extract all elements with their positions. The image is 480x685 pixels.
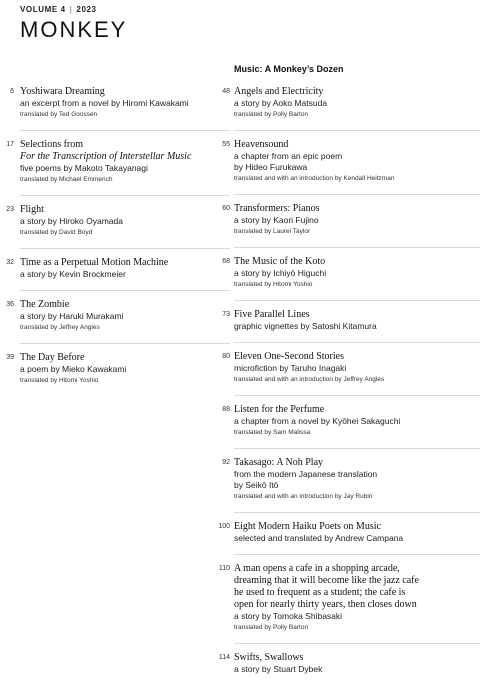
divider bbox=[234, 643, 480, 644]
page-number: 80 bbox=[222, 353, 230, 360]
volume-separator: | bbox=[69, 5, 73, 14]
toc-entry[interactable] bbox=[222, 309, 480, 332]
entry-byline: graphic vignettes by Satoshi Kitamura bbox=[234, 321, 377, 331]
entry-byline: a chapter from an epic poem by Hideo Furukawa bbox=[234, 151, 343, 172]
entry-byline: a poem by Mieko Kawakami bbox=[20, 364, 127, 374]
entry-translator: translated by Polly Barton bbox=[234, 624, 309, 631]
page-number: 23 bbox=[6, 206, 14, 213]
toc-entry[interactable] bbox=[222, 404, 480, 438]
entry-translator: translated by Laurel Taylor bbox=[234, 228, 311, 235]
divider bbox=[234, 300, 480, 301]
magazine-title: MONKEY bbox=[20, 17, 128, 42]
entry-translator: translated and with an introduction by Jeffrey Angles bbox=[234, 376, 385, 383]
entry-byline: from the modern Japanese translation by Seikō Itō bbox=[234, 469, 378, 490]
page-number: 55 bbox=[222, 141, 230, 148]
entry-title: Eleven One-Second Stories bbox=[234, 351, 344, 362]
entry-title: Eight Modern Haiku Poets on Music bbox=[234, 521, 381, 532]
toc-entry[interactable] bbox=[218, 652, 480, 675]
divider bbox=[234, 247, 480, 248]
page-number: 48 bbox=[222, 88, 230, 95]
toc-entry[interactable] bbox=[222, 457, 480, 502]
entry-byline: a story by Kaori Fujino bbox=[234, 215, 319, 225]
entry-translator: translated by Polly Barton bbox=[234, 111, 309, 118]
entry-byline: a story by Hiroko Oyamada bbox=[20, 216, 123, 226]
entry-byline: a story by Haruki Murakami bbox=[20, 311, 124, 321]
page-number: 110 bbox=[218, 565, 230, 572]
page-number: 32 bbox=[6, 259, 14, 266]
toc-entry[interactable] bbox=[0, 257, 230, 280]
entry-translator: translated by Jeffrey Angles bbox=[20, 324, 100, 331]
entry-byline: a story by Stuart Dybek bbox=[234, 664, 323, 674]
page-number: 6 bbox=[10, 88, 14, 95]
toc-entry[interactable] bbox=[222, 351, 480, 385]
entry-byline: a story by Aoko Matsuda bbox=[234, 98, 328, 108]
entry-title: Heavensound bbox=[234, 139, 289, 150]
entry-byline: a story by Ichiyō Higuchi bbox=[234, 268, 327, 278]
entry-title: The Day Before bbox=[20, 352, 85, 363]
divider bbox=[20, 130, 230, 131]
section-title: Music: A Monkey’s Dozen bbox=[234, 64, 344, 74]
divider bbox=[234, 342, 480, 343]
entry-title: Angels and Electricity bbox=[234, 86, 324, 97]
entry-title: Transformers: Pianos bbox=[234, 203, 320, 214]
entry-translator: translated and with an introduction by Jay Rubin bbox=[234, 493, 373, 500]
entry-byline: microfiction by Taruho Inagaki bbox=[234, 363, 347, 373]
toc-entry[interactable] bbox=[0, 352, 230, 386]
entry-translator: translated by Hitomi Yoshio bbox=[234, 281, 313, 288]
divider bbox=[234, 448, 480, 449]
entry-title: Swifts, Swallows bbox=[234, 652, 304, 663]
entry-title: Takasago: A Noh Play bbox=[234, 457, 324, 468]
divider bbox=[234, 130, 480, 131]
entry-title: The Music of the Koto bbox=[234, 256, 326, 267]
volume-line bbox=[20, 5, 127, 14]
page-number: 36 bbox=[6, 301, 14, 308]
page-number: 68 bbox=[222, 258, 230, 265]
entry-translator: translated by Ted Goossen bbox=[20, 111, 98, 118]
page-number: 92 bbox=[222, 459, 230, 466]
entry-title: Five Parallel Lines bbox=[234, 309, 310, 320]
year-label: 2023 bbox=[76, 5, 97, 14]
volume-label: VOLUME 4 bbox=[20, 5, 66, 14]
toc-entry[interactable] bbox=[222, 203, 480, 237]
toc-entry[interactable] bbox=[218, 563, 480, 633]
page-number: 60 bbox=[222, 205, 230, 212]
right-column bbox=[218, 64, 480, 685]
page-number: 39 bbox=[6, 354, 14, 361]
toc-entry[interactable] bbox=[222, 256, 480, 290]
entry-title: Flight bbox=[20, 204, 44, 215]
toc-entry[interactable] bbox=[0, 139, 230, 185]
entry-byline: a story by Kevin Brockmeier bbox=[20, 269, 126, 279]
entry-title: Selections from bbox=[20, 139, 84, 150]
page-number: 88 bbox=[222, 406, 230, 413]
divider bbox=[20, 195, 230, 196]
masthead bbox=[20, 5, 127, 43]
entry-byline: an excerpt from a novel by Hiromi Kawakami bbox=[20, 98, 189, 108]
toc-entry[interactable] bbox=[0, 86, 230, 120]
entry-title: Listen for the Perfume bbox=[234, 404, 325, 415]
entry-byline: a chapter from a novel by Kyōhei Sakaguchi bbox=[234, 416, 401, 426]
toc-entry[interactable] bbox=[0, 204, 230, 238]
entry-title: The Zombie bbox=[20, 299, 70, 310]
page-number: 114 bbox=[218, 654, 230, 661]
divider bbox=[234, 554, 480, 555]
divider bbox=[234, 395, 480, 396]
entry-translator: translated and with an introduction by Kendall Heitzman bbox=[234, 175, 395, 182]
divider bbox=[20, 343, 230, 344]
entry-translator: translated by Michael Emmerich bbox=[20, 176, 113, 183]
toc-entry[interactable] bbox=[222, 139, 480, 184]
page-number: 100 bbox=[218, 523, 230, 530]
entry-title: Yoshiwara Dreaming bbox=[20, 86, 105, 97]
entry-translator: translated by David Boyd bbox=[20, 229, 93, 236]
toc-entry[interactable] bbox=[0, 299, 230, 333]
entry-translator: translated by Sam Malissa bbox=[234, 429, 311, 436]
divider bbox=[20, 248, 230, 249]
divider bbox=[234, 512, 480, 513]
divider bbox=[234, 194, 480, 195]
entry-translator: translated by Hitomi Yoshio bbox=[20, 377, 99, 384]
entry-title: Time as a Perpetual Motion Machine bbox=[20, 257, 169, 268]
entry-title: A man opens a cafe in a shopping arcade, dreaming that it will become like the jazz cafe he used to frequent as a student; the cafe is open for nearly thirty years, then closes down bbox=[234, 563, 419, 610]
entry-byline: five poems by Makoto Takayanagi bbox=[20, 163, 148, 173]
entry-byline: selected and translated by Andrew Campana bbox=[234, 533, 404, 543]
entry-byline: a story by Tomoka Shibasaki bbox=[234, 611, 343, 621]
toc-entry[interactable] bbox=[218, 521, 480, 544]
page-number: 73 bbox=[222, 311, 230, 318]
left-column bbox=[0, 86, 230, 396]
entry-title-italic: For the Transcription of Interstellar Music bbox=[20, 151, 192, 162]
toc-entry[interactable] bbox=[222, 86, 480, 120]
page-number: 17 bbox=[6, 141, 14, 148]
divider bbox=[20, 290, 230, 291]
